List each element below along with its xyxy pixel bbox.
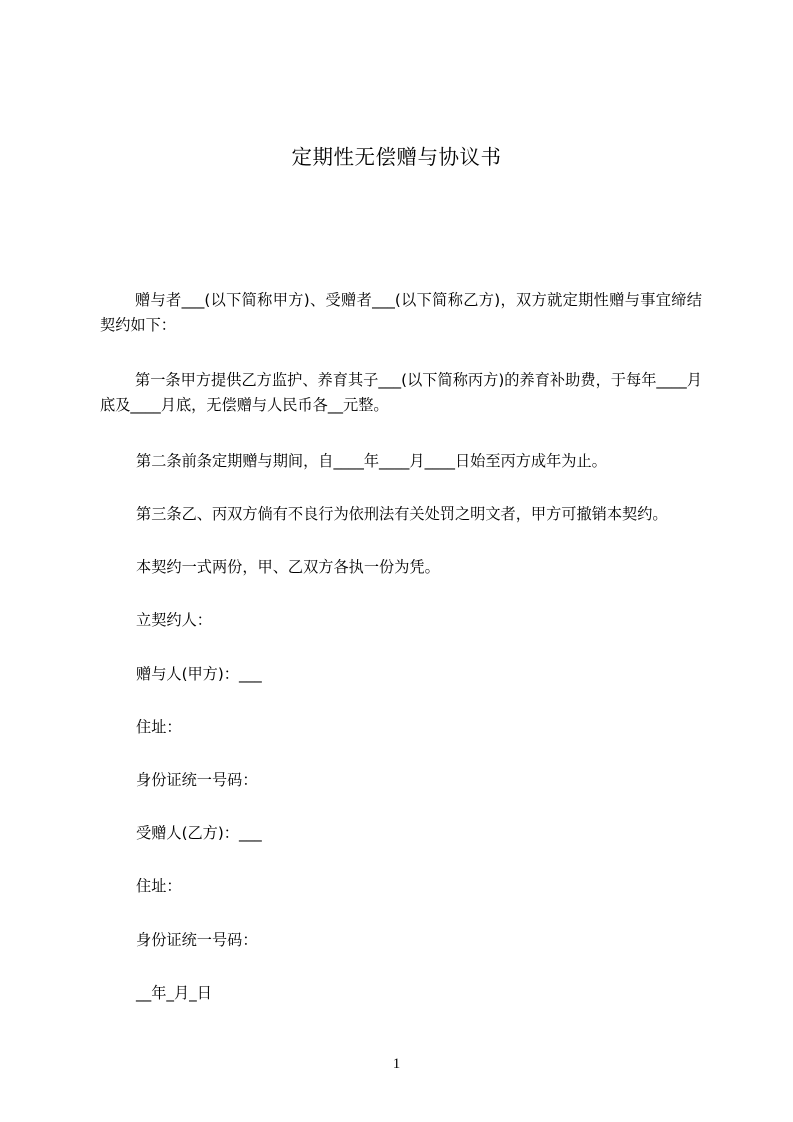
page-number: 1 (392, 1056, 401, 1072)
donee-label: 受赠人(乙方)：___ (136, 824, 262, 842)
article-1-paragraph: 第一条甲方提供乙方监护、养育其子___(以下简称丙方)的养育补助费，于每年____月底及____月底，无偿赠与人民币各__元整。 (100, 371, 702, 414)
article-2-line: 第二条前条定期赠与期间，自____年____月____日始至丙方成年为止。 (136, 452, 607, 470)
intro-paragraph: 赠与者___(以下简称甲方)、受赠者___(以下简称乙方)，双方就定期性赠与事宜缔结契约如下： (100, 291, 702, 334)
donee-id-label: 身份证统一号码： (136, 931, 258, 949)
donor-label: 赠与人(甲方)：___ (136, 665, 262, 683)
document-title: 定期性无偿赠与协议书 (291, 145, 502, 169)
signatories-label: 立契约人： (136, 611, 212, 629)
donor-id-label: 身份证统一号码： (136, 771, 258, 789)
date-line: __年_月_日 (136, 984, 212, 1002)
donee-address-label: 住址： (136, 877, 182, 895)
donor-address-label: 住址： (136, 718, 182, 736)
copies-line: 本契约一式两份，甲、乙双方各执一份为凭。 (136, 558, 440, 576)
article-3-line: 第三条乙、丙双方倘有不良行为依刑法有关处罚之明文者，甲方可撤销本契约。 (136, 505, 668, 523)
